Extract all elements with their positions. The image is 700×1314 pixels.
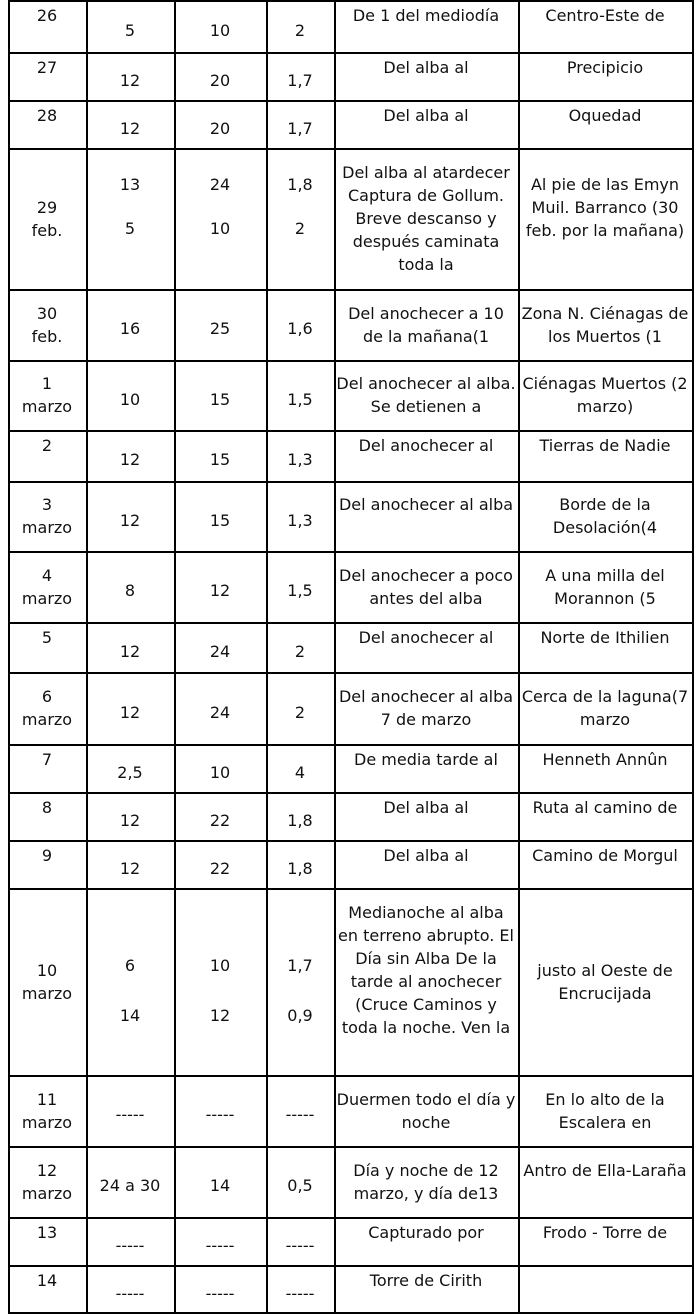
day-label: 14: [36, 1271, 58, 1290]
text-line: Ciénagas Muertos (2 marzo): [522, 374, 688, 416]
day-cell: [8, 360, 86, 430]
value-line: 10: [209, 763, 231, 782]
location-cell: [518, 551, 692, 622]
schedule-cell: [334, 888, 518, 1075]
schedule-cell: [334, 1217, 518, 1265]
value-line: 2: [294, 21, 306, 40]
text-line: Medianoche al alba en terreno abrupto. El Día sin Alba De la tarde al anochecer (Cruce Caminos y toda la noche. Ven la: [338, 903, 514, 1037]
table-row: [0, 551, 700, 622]
day-label: 12 marzo: [21, 1161, 73, 1203]
row-divider: [8, 1217, 694, 1219]
value-line: 15: [209, 390, 231, 409]
row-divider: [8, 1146, 694, 1148]
day-label: 5: [41, 628, 53, 647]
location-cell: [518, 622, 692, 672]
location-cell: [518, 481, 692, 551]
text-line: De 1 del mediodía: [352, 6, 500, 25]
text-line: Del anochecer a poco antes del alba: [339, 566, 513, 608]
hours-cell: [174, 840, 266, 888]
schedule-cell: [334, 289, 518, 360]
value-line: 12: [119, 71, 141, 90]
row-divider: [8, 888, 694, 890]
distance-cell: [86, 289, 174, 360]
hours-cell: [174, 360, 266, 430]
text-line: Tierras de Nadie: [539, 436, 671, 455]
value-line: 0,9: [287, 1006, 313, 1025]
row-divider: [8, 360, 694, 362]
value-line: 1,8: [287, 175, 313, 194]
row-divider: [8, 1075, 694, 1077]
row-divider: [8, 148, 694, 150]
value-line: 12: [119, 119, 141, 138]
hours-cell: [174, 289, 266, 360]
table-row: [0, 888, 700, 1075]
distance-cell: [86, 1265, 174, 1314]
value-line: 8: [124, 581, 136, 600]
day-label: 29 feb.: [31, 198, 63, 240]
text-line: Del anochecer a 10 de la mañana(1: [348, 304, 504, 346]
value-line: -----: [205, 1284, 235, 1303]
location-cell: [518, 672, 692, 744]
value-line: 1,7: [287, 956, 313, 975]
location-cell: [518, 148, 692, 289]
text-line: Del anochecer al: [358, 628, 494, 647]
speed-cell: [266, 52, 334, 100]
value-line: -----: [285, 1236, 315, 1255]
text-line: Del anochecer al alba: [338, 495, 514, 514]
schedule-cell: [334, 148, 518, 289]
speed-cell: [266, 1265, 334, 1314]
table-row: [0, 672, 700, 744]
text-line: Frodo - Torre de: [542, 1223, 668, 1242]
schedule-cell: [334, 672, 518, 744]
day-label: 11 marzo: [21, 1090, 73, 1132]
table-row: [0, 1075, 700, 1146]
table-row: [0, 1265, 700, 1314]
text-line: Centro-Este de: [545, 6, 665, 25]
schedule-cell: [334, 1265, 518, 1314]
day-label: 4 marzo: [21, 566, 73, 608]
distance-cell: [86, 1217, 174, 1265]
value-line: 12: [209, 581, 231, 600]
location-cell: [518, 289, 692, 360]
value-line: -----: [205, 1105, 235, 1124]
text-line: A una milla del Morannon (5: [545, 566, 665, 608]
schedule-cell: [334, 551, 518, 622]
hours-cell: [174, 481, 266, 551]
hours-cell: [174, 430, 266, 481]
speed-cell: [266, 622, 334, 672]
distance-cell: [86, 672, 174, 744]
schedule-cell: [334, 430, 518, 481]
value-line: 12: [119, 511, 141, 530]
text-line: Cerca de la laguna(7 marzo: [521, 687, 689, 729]
row-divider: [8, 744, 694, 746]
row-divider: [8, 622, 694, 624]
row-divider: [8, 672, 694, 674]
text-line: Oquedad: [568, 106, 642, 125]
speed-cell: [266, 792, 334, 840]
table-row: [0, 840, 700, 888]
hours-cell: [174, 52, 266, 100]
day-cell: [8, 430, 86, 481]
table-row: [0, 1146, 700, 1217]
value-line: 12: [119, 811, 141, 830]
day-cell: [8, 888, 86, 1075]
text-line: Del alba al atardecer Captura de Gollum. Breve descanso y después caminata toda la: [342, 163, 510, 274]
value-line: 2,5: [117, 763, 143, 782]
value-line: 12: [119, 450, 141, 469]
schedule-cell: [334, 360, 518, 430]
day-cell: [8, 1075, 86, 1146]
value-line: 1,3: [287, 450, 313, 469]
value-line: -----: [115, 1284, 145, 1303]
value-line: 14: [119, 1006, 141, 1025]
value-line: 15: [209, 450, 231, 469]
table-row: [0, 360, 700, 430]
text-line: Del anochecer al: [358, 436, 494, 455]
hours-cell: [174, 744, 266, 792]
speed-cell: [266, 888, 334, 1075]
text-line: Del alba al: [383, 58, 469, 77]
day-cell: [8, 840, 86, 888]
schedule-cell: [334, 792, 518, 840]
location-cell: [518, 792, 692, 840]
day-label: 8: [41, 798, 53, 817]
schedule-cell: [334, 840, 518, 888]
location-cell: [518, 360, 692, 430]
text-line: Del anochecer al alba 7 de marzo: [338, 687, 514, 729]
day-cell: [8, 52, 86, 100]
row-divider: [8, 481, 694, 483]
hours-cell: [174, 1217, 266, 1265]
text-line: Borde de la Desolación(4: [552, 495, 658, 537]
table-row: [0, 1217, 700, 1265]
text-line: En lo alto de la Escalera en: [545, 1090, 665, 1132]
text-line: justo al Oeste de Encrucijada: [537, 961, 673, 1003]
row-divider: [8, 430, 694, 432]
distance-cell: [86, 888, 174, 1075]
location-cell: [518, 1075, 692, 1146]
value-line: 14: [209, 1176, 231, 1195]
text-line: Ruta al camino de: [532, 798, 678, 817]
hours-cell: [174, 1265, 266, 1314]
location-cell: [518, 1217, 692, 1265]
text-line: Norte de Ithilien: [540, 628, 670, 647]
distance-cell: [86, 148, 174, 289]
distance-cell: [86, 622, 174, 672]
value-line: 12: [119, 859, 141, 878]
table-row: [0, 622, 700, 672]
value-line: 20: [209, 71, 231, 90]
schedule-cell: [334, 481, 518, 551]
value-line: -----: [115, 1105, 145, 1124]
value-line: 1,3: [287, 511, 313, 530]
value-line: 5: [124, 219, 136, 238]
column-divider: [8, 0, 10, 1314]
day-label: 28: [36, 106, 58, 125]
text-line: Camino de Morgul: [532, 846, 678, 865]
text-line: Precipicio: [566, 58, 644, 77]
value-line: 1,5: [287, 390, 313, 409]
day-cell: [8, 744, 86, 792]
text-line: Torre de Cirith: [369, 1271, 483, 1290]
row-divider: [8, 792, 694, 794]
hours-cell: [174, 672, 266, 744]
row-divider: [8, 1265, 694, 1267]
location-cell: [518, 52, 692, 100]
hours-cell: [174, 888, 266, 1075]
schedule-cell: [334, 1146, 518, 1217]
text-line: Duermen todo el día y noche: [336, 1090, 516, 1132]
row-divider: [8, 840, 694, 842]
day-label: 9: [41, 846, 53, 865]
speed-cell: [266, 360, 334, 430]
day-label: 27: [36, 58, 58, 77]
text-line: Del alba al: [383, 846, 469, 865]
text-line: Henneth Annûn: [542, 750, 668, 769]
speed-cell: [266, 1075, 334, 1146]
day-label: 2: [41, 436, 53, 455]
table-row: [0, 481, 700, 551]
schedule-cell: [334, 622, 518, 672]
value-line: 1,8: [287, 811, 313, 830]
distance-cell: [86, 430, 174, 481]
day-cell: [8, 148, 86, 289]
value-line: 1,5: [287, 581, 313, 600]
distance-cell: [86, 52, 174, 100]
table-row: [0, 148, 700, 289]
value-line: 4: [294, 763, 306, 782]
day-cell: [8, 1265, 86, 1314]
text-line: Antro de Ella-Laraña: [523, 1161, 687, 1180]
speed-cell: [266, 744, 334, 792]
distance-cell: [86, 481, 174, 551]
text-line: Al pie de las Emyn Muil. Barranco (30 feb. por la mañana): [525, 175, 685, 240]
value-line: 10: [209, 21, 231, 40]
location-cell: [518, 430, 692, 481]
speed-cell: [266, 1146, 334, 1217]
text-line: Zona N. Ciénagas de los Muertos (1: [521, 304, 689, 346]
hours-cell: [174, 792, 266, 840]
distance-cell: [86, 1146, 174, 1217]
value-line: 22: [209, 811, 231, 830]
value-line: 2: [294, 219, 306, 238]
distance-cell: [86, 551, 174, 622]
hours-cell: [174, 100, 266, 148]
day-cell: [8, 1146, 86, 1217]
text-line: Capturado por: [368, 1223, 484, 1242]
value-line: 13: [119, 175, 141, 194]
table-row: [0, 792, 700, 840]
location-cell: [518, 100, 692, 148]
speed-cell: [266, 148, 334, 289]
day-label: 30 feb.: [31, 304, 63, 346]
speed-cell: [266, 100, 334, 148]
column-divider: [266, 0, 268, 1314]
location-cell: [518, 744, 692, 792]
value-line: 1,7: [287, 71, 313, 90]
text-line: De media tarde al: [354, 750, 498, 769]
value-line: -----: [285, 1284, 315, 1303]
row-divider: [8, 100, 694, 102]
text-line: Del anochecer al alba. Se detienen a: [336, 374, 516, 416]
day-label: 6 marzo: [21, 687, 73, 729]
value-line: 2: [294, 642, 306, 661]
text-line: Del alba al: [383, 106, 469, 125]
day-cell: [8, 289, 86, 360]
distance-cell: [86, 100, 174, 148]
day-cell: [8, 100, 86, 148]
schedule-cell: [334, 744, 518, 792]
location-cell: [518, 1146, 692, 1217]
distance-cell: [86, 840, 174, 888]
column-divider: [174, 0, 176, 1314]
location-cell: [518, 1265, 692, 1314]
hours-cell: [174, 1075, 266, 1146]
schedule-cell: [334, 52, 518, 100]
value-line: 15: [209, 511, 231, 530]
speed-cell: [266, 840, 334, 888]
day-cell: [8, 672, 86, 744]
day-cell: [8, 622, 86, 672]
value-line: 10: [209, 219, 231, 238]
location-cell: [518, 888, 692, 1075]
schedule-cell: [334, 100, 518, 148]
column-divider: [518, 0, 520, 1314]
distance-cell: [86, 0, 174, 52]
value-line: 25: [209, 319, 231, 338]
text-line: Del alba al: [383, 798, 469, 817]
day-label: 26: [36, 6, 58, 25]
location-cell: [518, 0, 692, 52]
speed-cell: [266, 430, 334, 481]
value-line: 1,7: [287, 119, 313, 138]
day-cell: [8, 0, 86, 52]
value-line: 24: [209, 175, 231, 194]
speed-cell: [266, 481, 334, 551]
value-line: 12: [119, 642, 141, 661]
value-line: 22: [209, 859, 231, 878]
table-row: [0, 289, 700, 360]
distance-cell: [86, 744, 174, 792]
value-line: 12: [119, 703, 141, 722]
hours-cell: [174, 622, 266, 672]
day-label: 10 marzo: [21, 961, 73, 1003]
hours-cell: [174, 1146, 266, 1217]
day-label: 7: [41, 750, 53, 769]
value-line: 2: [294, 703, 306, 722]
table-row: [0, 744, 700, 792]
day-cell: [8, 551, 86, 622]
speed-cell: [266, 1217, 334, 1265]
value-line: 12: [209, 1006, 231, 1025]
speed-cell: [266, 551, 334, 622]
value-line: 24 a 30: [99, 1176, 161, 1195]
row-divider: [8, 52, 694, 54]
row-divider: [8, 551, 694, 553]
value-line: -----: [115, 1236, 145, 1255]
value-line: 24: [209, 642, 231, 661]
value-line: -----: [285, 1105, 315, 1124]
value-line: 16: [119, 319, 141, 338]
location-cell: [518, 840, 692, 888]
value-line: 1,8: [287, 859, 313, 878]
day-cell: [8, 1217, 86, 1265]
table-row: [0, 52, 700, 100]
row-divider: [8, 0, 694, 2]
day-cell: [8, 481, 86, 551]
column-divider: [692, 0, 694, 1314]
value-line: 10: [119, 390, 141, 409]
distance-cell: [86, 1075, 174, 1146]
table-row: [0, 430, 700, 481]
schedule-cell: [334, 1075, 518, 1146]
schedule-cell: [334, 0, 518, 52]
column-divider: [86, 0, 88, 1314]
hours-cell: [174, 551, 266, 622]
value-line: 6: [124, 956, 136, 975]
value-line: 5: [124, 21, 136, 40]
value-line: 1,6: [287, 319, 313, 338]
hours-cell: [174, 0, 266, 52]
day-label: 13: [36, 1223, 58, 1242]
day-cell: [8, 792, 86, 840]
value-line: 10: [209, 956, 231, 975]
text-line: Día y noche de 12 marzo, y día de13: [353, 1161, 499, 1203]
value-line: 24: [209, 703, 231, 722]
speed-cell: [266, 0, 334, 52]
value-line: -----: [205, 1236, 235, 1255]
value-line: 20: [209, 119, 231, 138]
speed-cell: [266, 672, 334, 744]
table-row: [0, 0, 700, 52]
hours-cell: [174, 148, 266, 289]
table-row: [0, 100, 700, 148]
distance-cell: [86, 360, 174, 430]
speed-cell: [266, 289, 334, 360]
day-label: 1 marzo: [21, 374, 73, 416]
row-divider: [8, 289, 694, 291]
distance-cell: [86, 792, 174, 840]
day-label: 3 marzo: [21, 495, 73, 537]
column-divider: [334, 0, 336, 1314]
value-line: 0,5: [287, 1176, 313, 1195]
